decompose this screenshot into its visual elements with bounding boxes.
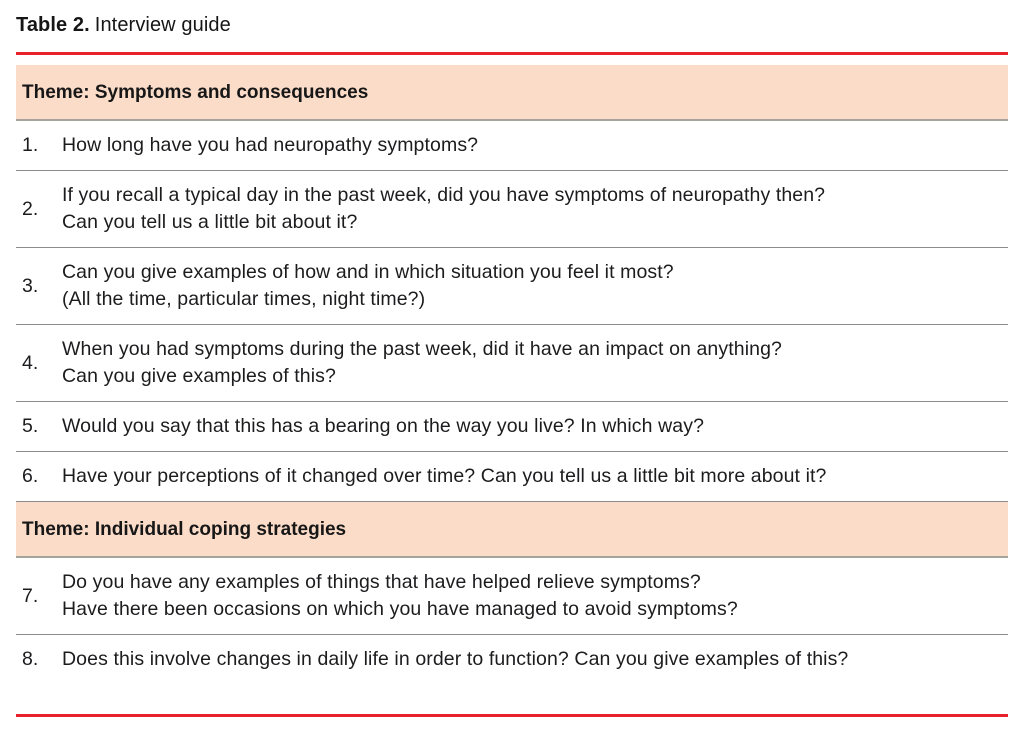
question-line: (All the time, particular times, night time?) [62, 288, 426, 310]
table-title-text: Interview guide [94, 14, 231, 36]
question-number: 7. [22, 584, 39, 607]
theme-header-label: Theme: Symptoms and consequences [22, 82, 369, 103]
question-line: Would you say that this has a bearing on the way you live? In which way? [62, 415, 705, 437]
interview-table [16, 65, 1008, 684]
question-line: Do you have any examples of things that have helped relieve symptoms? [62, 571, 701, 593]
question-row [16, 171, 1008, 248]
question-text [62, 569, 1008, 623]
question-number: 6. [22, 465, 39, 487]
question-text [62, 259, 1008, 313]
question-number: 4. [22, 351, 39, 374]
question-row [16, 325, 1008, 402]
question-row [16, 248, 1008, 325]
question-text [62, 463, 1008, 490]
question-line: How long have you had neuropathy symptoms? [62, 134, 479, 156]
question-number: 5. [22, 415, 39, 437]
question-line: Does this involve changes in daily life in order to function? Can you give examples of this? [62, 648, 849, 670]
question-line: If you recall a typical day in the past week, did you have symptoms of neuropathy then? [62, 184, 826, 206]
question-row [16, 402, 1008, 452]
question-line: Have your perceptions of it changed over time? Can you tell us a little bit more about it? [62, 465, 827, 487]
question-row [16, 452, 1008, 502]
question-line: Can you give examples of how and in which situation you feel it most? [62, 261, 674, 283]
question-number: 1. [22, 134, 39, 156]
table-title-number: Table 2. [16, 14, 90, 36]
question-text [62, 182, 1008, 236]
question-text [62, 413, 1008, 440]
theme-header-row [16, 65, 1008, 121]
question-line: Have there been occasions on which you have managed to avoid symptoms? [62, 598, 738, 620]
question-row [16, 558, 1008, 635]
question-line: Can you give examples of this? [62, 365, 336, 387]
question-line: Can you tell us a little bit about it? [62, 211, 358, 233]
question-text [62, 336, 1008, 390]
top-red-rule [16, 52, 1008, 55]
question-row [16, 121, 1008, 171]
question-line: When you had symptoms during the past week, did it have an impact on anything? [62, 338, 782, 360]
question-text [62, 646, 1008, 673]
question-text [62, 132, 1008, 159]
question-number: 8. [22, 648, 39, 670]
question-number: 3. [22, 274, 39, 297]
theme-header-label: Theme: Individual coping strategies [22, 519, 347, 540]
question-number: 2. [22, 197, 39, 220]
question-row [16, 635, 1008, 684]
table-title [16, 13, 1008, 38]
bottom-red-rule [16, 714, 1008, 717]
theme-header-row [16, 502, 1008, 558]
